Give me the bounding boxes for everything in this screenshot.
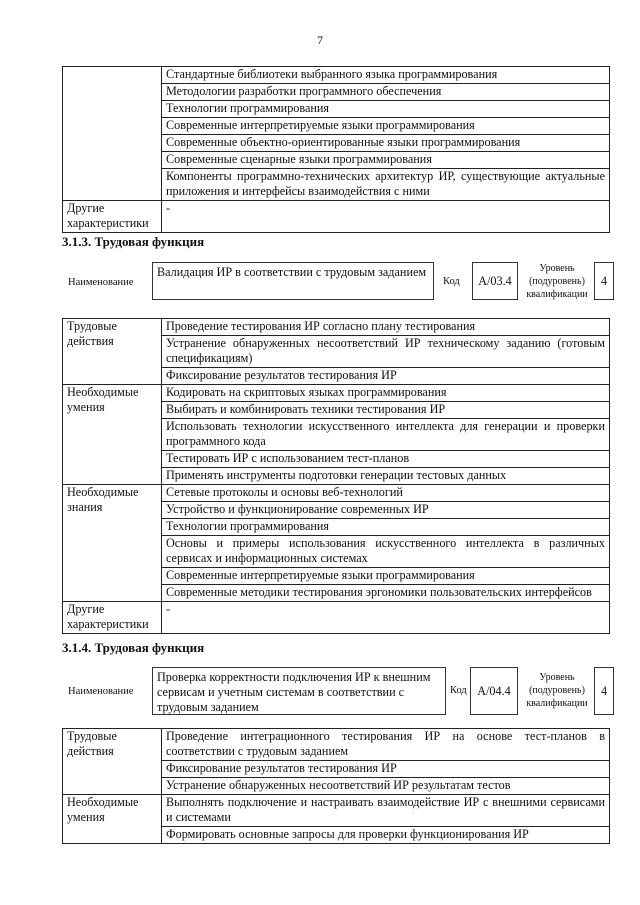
row-item: Тестировать ИР с использованием тест-планов xyxy=(162,451,610,468)
row-label: Другие характеристики xyxy=(63,602,162,634)
section-313-header xyxy=(62,262,614,302)
row-item: Формировать основные запросы для проверки функционирования ИР xyxy=(162,827,610,844)
row-item: Устройство и функционирование современных ИР xyxy=(162,502,610,519)
row-item: Использовать технологии искусственного интеллекта для генерации и проверки программного кода xyxy=(162,419,610,451)
row-label: Трудовые действия xyxy=(63,319,162,385)
row-label: Трудовые действия xyxy=(63,729,162,795)
row-item: Стандартные библиотеки выбранного языка программирования xyxy=(162,67,610,84)
table-row xyxy=(63,795,610,827)
row-item: Устранение обнаруженных несоответствий ИР результатам тестов xyxy=(162,778,610,795)
row-label: Другие характеристики xyxy=(63,201,162,233)
row-item: Современные методики тестирования эргономики пользовательских интерфейсов xyxy=(162,585,610,602)
row-item: Современные сценарные языки программирования xyxy=(162,152,610,169)
code-label: Код xyxy=(443,276,460,287)
code-box: A/04.4 xyxy=(470,667,518,715)
row-item: - xyxy=(162,201,610,233)
row-item: Сетевые протоколы и основы веб-технологий xyxy=(162,485,610,502)
table-row xyxy=(63,729,610,761)
row-item: Методологии разработки программного обеспечения xyxy=(162,84,610,101)
section-313-title: 3.1.3. Трудовая функция xyxy=(62,234,205,249)
row-item: Выполнять подключение и настраивать взаимодействие ИР с внешними сервисами и системами xyxy=(162,795,610,827)
name-label: Наименование xyxy=(68,686,134,697)
table-313 xyxy=(62,318,610,634)
function-name-box: Валидация ИР в соответствии с трудовым заданием xyxy=(152,262,434,300)
row-item: Технологии программирования xyxy=(162,519,610,536)
table-row xyxy=(63,319,610,336)
row-item: Компоненты программно-технических архитектур ИР, существующие актуальные приложения и интерфейсы взаимодействия с ними xyxy=(162,169,610,201)
row-item: Основы и примеры использования искусственного интеллекта в различных сервисах и информационных системах xyxy=(162,536,610,568)
name-label: Наименование xyxy=(68,277,134,288)
row-label: Необходимые знания xyxy=(63,485,162,602)
row-item: Проведение интеграционного тестирования ИР на основе тест-планов в соответствии с трудовым заданием xyxy=(162,729,610,761)
table-314 xyxy=(62,728,610,844)
section-314-title: 3.1.4. Трудовая функция xyxy=(62,640,205,655)
page-number: 7 xyxy=(317,33,323,47)
function-name-box: Проверка корректности подключения ИР к внешним сервисам и учетным системам в соответствии с трудовым заданием xyxy=(152,667,446,715)
row-item: Выбирать и комбинировать техники тестирования ИР xyxy=(162,402,610,419)
code-box: A/03.4 xyxy=(472,262,518,300)
row-item: Современные интерпретируемые языки программирования xyxy=(162,118,610,135)
row-item: Современные объектно-ориентированные языки программирования xyxy=(162,135,610,152)
table-row xyxy=(63,67,610,84)
table-row xyxy=(63,602,610,634)
row-item: - xyxy=(162,602,610,634)
level-box: 4 xyxy=(594,262,614,300)
section-314-header xyxy=(62,667,614,717)
row-item: Проведение тестирования ИР согласно плану тестирования xyxy=(162,319,610,336)
table-row xyxy=(63,485,610,502)
level-label: Уровень (подуровень) квалификации xyxy=(526,672,588,709)
row-item: Кодировать на скриптовых языках программирования xyxy=(162,385,610,402)
row-item: Технологии программирования xyxy=(162,101,610,118)
code-label: Код xyxy=(450,685,467,696)
row-item: Устранение обнаруженных несоответствий ИР техническому заданию (готовым спецификациям) xyxy=(162,336,610,368)
row-label: Необходимые умения xyxy=(63,795,162,844)
row-item: Применять инструменты подготовки генерации тестовых данных xyxy=(162,468,610,485)
level-box: 4 xyxy=(594,667,614,715)
level-label: Уровень (подуровень) квалификации xyxy=(526,263,588,300)
table-row xyxy=(63,385,610,402)
row-label: Необходимые умения xyxy=(63,385,162,485)
table-row xyxy=(63,201,610,233)
row-item: Фиксирование результатов тестирования ИР xyxy=(162,368,610,385)
row-item: Фиксирование результатов тестирования ИР xyxy=(162,761,610,778)
row-label xyxy=(63,67,162,201)
row-item: Современные интерпретируемые языки программирования xyxy=(162,568,610,585)
table-313-continuation xyxy=(62,66,610,233)
